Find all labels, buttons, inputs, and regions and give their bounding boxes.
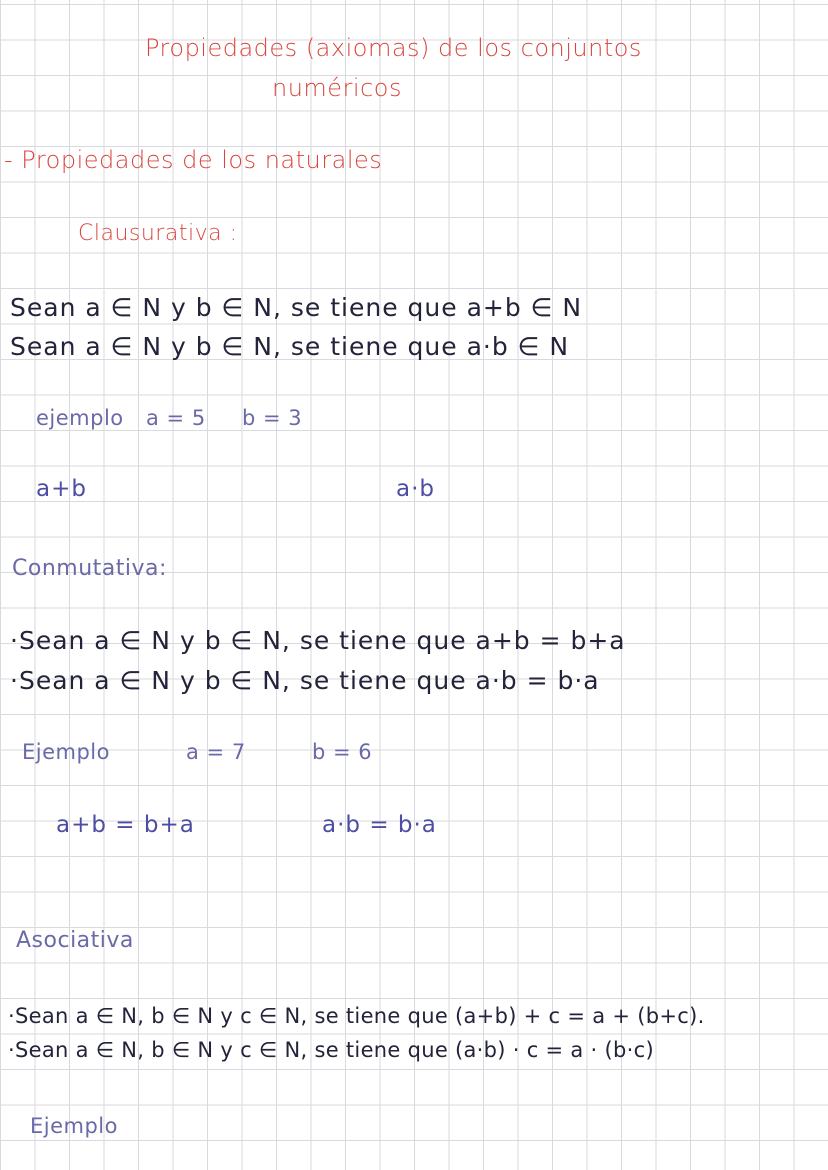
clausurativa-product-expression: a·b [396,476,436,502]
conmutativa-example-b: b = 6 [312,740,373,764]
clausurativa-rule-prod: Sean a ∈ N y b ∈ N, se tiene que a·b ∈ N [10,332,570,361]
clausurativa-heading: Clausurativa : [78,221,238,246]
clausurativa-rule-sum: Sean a ∈ N y b ∈ N, se tiene que a+b ∈ N [10,293,583,322]
conmutativa-example-a: a = 7 [186,740,246,764]
conmutativa-product-expression: a·b = b·a [322,812,437,838]
clausurativa-sum-expression: a+b [36,476,87,502]
asociativa-rule-sum: ·Sean a ∈ N, b ∈ N y c ∈ N, se tiene que (a+b) + c = a + (b+c). [8,1004,705,1028]
clausurativa-example-label: ejemplo [36,406,124,430]
conmutativa-rule-sum: ·Sean a ∈ N y b ∈ N, se tiene que a+b = b+a [10,626,626,655]
clausurativa-example-b: b = 3 [242,406,303,430]
clausurativa-example-a: a = 5 [146,406,206,430]
page-title-line-2: numéricos [272,74,402,102]
section-heading-naturales: - Propiedades de los naturales [4,146,383,174]
conmutativa-heading: Conmutativa: [12,556,167,581]
asociativa-rule-prod: ·Sean a ∈ N, b ∈ N y c ∈ N, se tiene que (a·b) · c = a · (b·c) [8,1038,654,1062]
conmutativa-sum-expression: a+b = b+a [56,812,195,838]
page-title-line-1: Propiedades (axiomas) de los conjuntos [145,34,642,62]
asociativa-example-label: Ejemplo [30,1114,118,1138]
asociativa-heading: Asociativa [16,928,134,953]
conmutativa-rule-prod: ·Sean a ∈ N y b ∈ N, se tiene que a·b = b·a [10,666,600,695]
conmutativa-example-label: Ejemplo [22,740,110,764]
